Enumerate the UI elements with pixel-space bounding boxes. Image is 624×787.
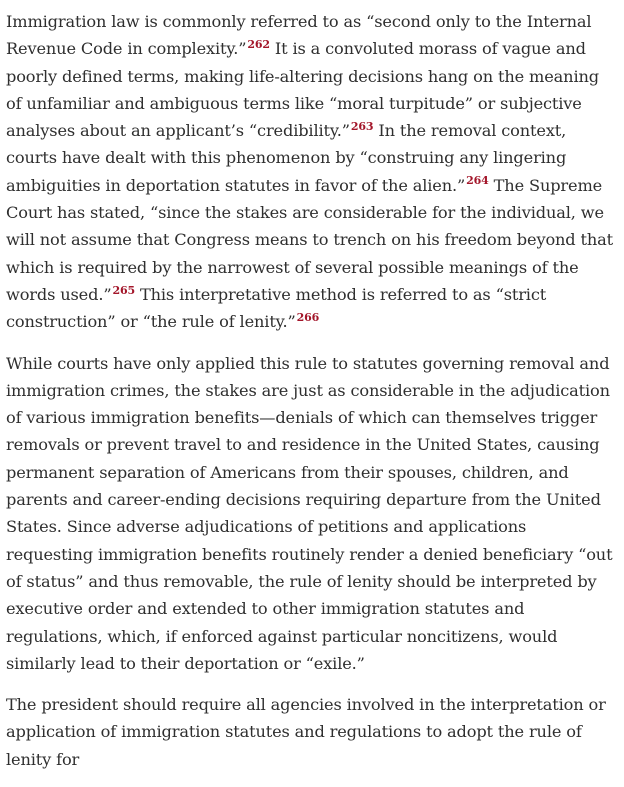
footnote-link-264[interactable]: 264 bbox=[466, 174, 489, 188]
paragraph-text: It is a convoluted morass of vague and poorly defined terms, making life-altering decisions hang on the meaning of unfamiliar and ambiguous terms like “moral turpitude” or subjective analyses about an applicant’s “credibility.” bbox=[6, 39, 599, 141]
footnote-link-265[interactable]: 265 bbox=[112, 283, 135, 297]
paragraph-text: The president should require all agencies involved in the interpretation or application of immigration statutes and regulations to adopt the rule of lenity for bbox=[6, 695, 606, 769]
paragraph-text: The Supreme Court has stated, “since the stakes are considerable for the individual, we will not assume that Congress means to trench on his freedom beyond that which is required by the narrowest of several possible meanings of the words used.” bbox=[6, 175, 614, 304]
paragraph-president bbox=[6, 691, 618, 773]
footnote-link-262[interactable]: 262 bbox=[247, 37, 270, 51]
paragraph-text: Immigration law is commonly referred to as “second only to the Internal Revenue Code in complexity.” bbox=[6, 12, 592, 59]
footnote-link-266[interactable]: 266 bbox=[296, 310, 320, 324]
paragraph-text: This interpretative method is referred to as “strict construction” or “the rule of lenity.” bbox=[6, 284, 547, 332]
paragraph-lenity-extension bbox=[6, 350, 618, 678]
paragraph-text: While courts have only applied this rule to statutes governing removal and immigration crimes, the stakes are just as considerable in the adjudication of various immigration benefits—denials of which can themselves trigger removals or prevent travel to and residence in the United States, causing permanent separation of Americans from their spouses, children, and parents and career-ending decisions requiring departure from the United States. Since adverse adjudications of petitions and applications requesting immigration benefits routinely render a denied beneficiary “out of status” and thus removable, the rule of lenity should be interpreted by executive order and extended to other immigration statutes and regulations, which, if enforced against particular noncitizens, would similarly lead to their deportation or “exile.” bbox=[6, 353, 613, 673]
paragraph-text: In the removal context, courts have dealt with this phenomenon by “construing any lingering ambiguities in deportation statutes in favor of the alien.” bbox=[6, 121, 567, 195]
footnote-link-263[interactable]: 263 bbox=[350, 119, 374, 133]
article-body bbox=[6, 8, 618, 787]
paragraph-complexity bbox=[6, 8, 618, 336]
